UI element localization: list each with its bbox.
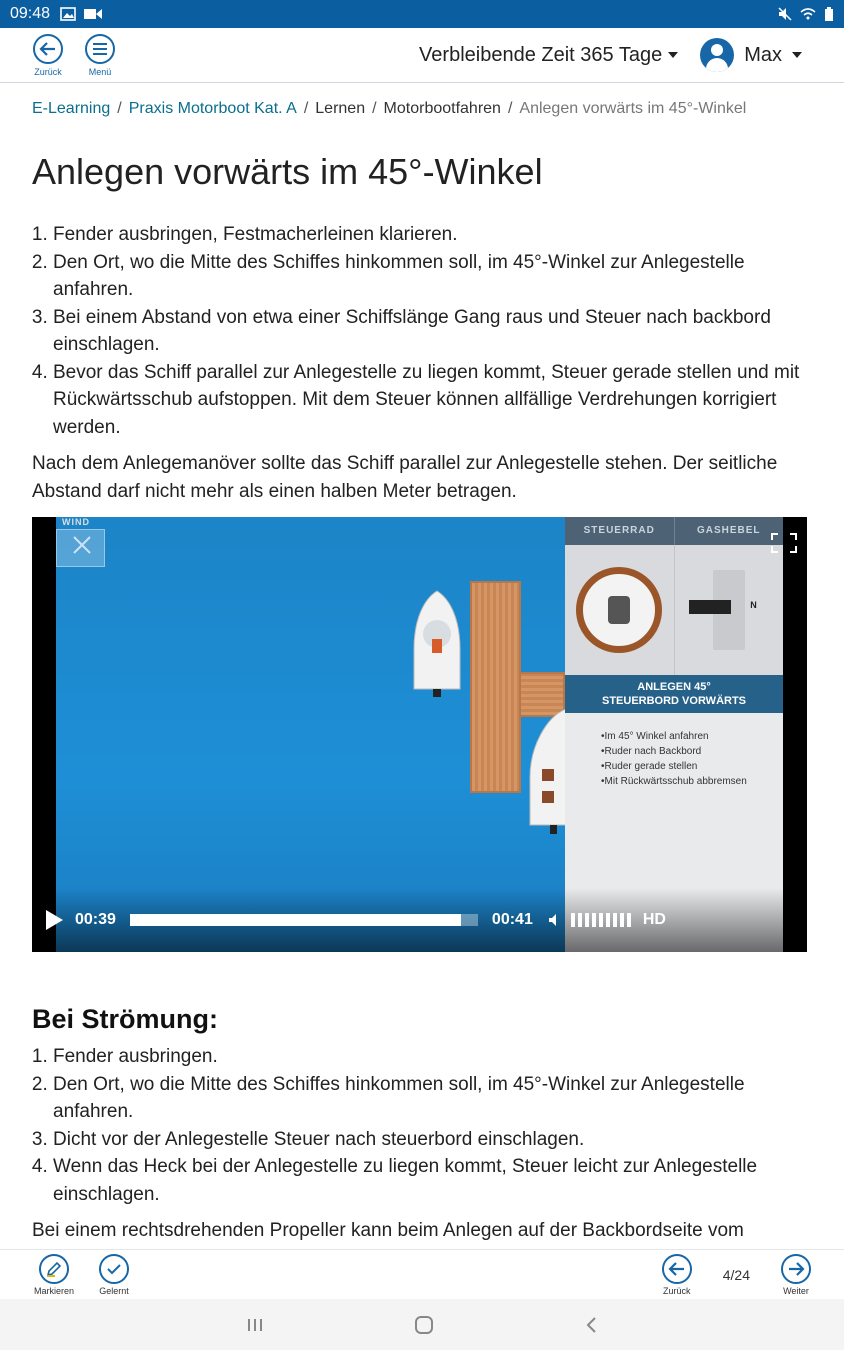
avatar — [700, 38, 734, 72]
learned-label: Gelernt — [99, 1285, 129, 1296]
list-item: 3. Bei einem Abstand von etwa einer Schiffslänge Gang raus und Steuer nach backbord einschlagen. — [53, 304, 812, 359]
system-nav-bar — [0, 1299, 844, 1350]
arrow-left-icon — [662, 1254, 692, 1284]
list-item: 4. Wenn das Heck bei der Anlegestelle zu liegen kommt, Steuer leicht zur Anlegestelle einschlagen. — [53, 1153, 812, 1208]
throttle — [674, 545, 784, 675]
throttle-lever-icon — [713, 570, 757, 650]
mute-icon — [778, 7, 792, 21]
list-item: 3. Dicht vor der Anlegestelle Steuer nach steuerbord einschlagen. — [53, 1126, 812, 1154]
list-item: 4. Bevor das Schiff parallel zur Anlegestelle zu liegen kommt, Steuer gerade stellen und mit Rückwärtsschub aufstoppen. Mit dem Steuer können allfällige Verdrehungen korrigiert werden. — [53, 359, 812, 442]
bottom-toolbar — [0, 1249, 844, 1299]
maneuver-title: ANLEGEN 45° STEUERBORD VORWÄRTS — [565, 675, 783, 713]
boat-icon — [410, 589, 464, 699]
steering-wheel — [565, 545, 674, 675]
video-player[interactable] — [32, 517, 807, 952]
list-item: 2. Den Ort, wo die Mitte des Schiffes hinkommen soll, im 45°-Winkel zur Anlegestelle anfahren. — [53, 249, 812, 304]
list-item: • Im 45° Winkel anfahren — [601, 729, 783, 744]
paragraph: Bei einem rechtsdrehenden Propeller kann beim Anlegen auf der Backbordseite vom — [32, 1220, 744, 1241]
learned-button[interactable] — [84, 1254, 144, 1296]
section-title: Bei Strömung: — [32, 1004, 218, 1034]
video-icon — [84, 8, 102, 20]
list-item: 1. Fender ausbringen, Festmacherleinen klarieren. — [53, 221, 812, 249]
progress-fill — [130, 914, 461, 926]
throttle-neutral-mark: N — [750, 600, 757, 610]
main-content — [0, 83, 844, 1249]
progress-bar[interactable] — [130, 914, 478, 926]
back-button[interactable] — [22, 34, 74, 77]
page-title: Anlegen vorwärts im 45°-Winkel — [32, 151, 543, 192]
fullscreen-icon[interactable] — [771, 533, 797, 553]
paragraph: Nach dem Anlegemanöver sollte das Schiff parallel zur Anlegestelle stehen. Der seitliche Abstand darf nicht mehr als einen halben Meter betragen. — [32, 453, 778, 502]
breadcrumb-current: Anlegen vorwärts im 45°-Winkel — [519, 100, 747, 117]
boat-icon — [526, 707, 566, 837]
next-page-button[interactable] — [766, 1254, 826, 1296]
remaining-time-dropdown[interactable] — [419, 44, 678, 67]
list-item: • Mit Rückwärtsschub abbremsen — [601, 774, 783, 789]
previous-label: Zurück — [662, 1285, 691, 1296]
volume-slider[interactable] — [571, 913, 631, 927]
app-header — [0, 28, 844, 83]
current-steps-list — [32, 1043, 812, 1208]
recent-apps-icon[interactable] — [246, 1317, 264, 1333]
next-label: Weiter — [783, 1285, 809, 1296]
breadcrumb-elearning[interactable]: E-Learning — [32, 100, 111, 117]
menu-button[interactable] — [74, 34, 126, 77]
pencil-icon — [39, 1254, 69, 1284]
arrow-right-icon — [781, 1254, 811, 1284]
wind-label: WIND — [62, 517, 90, 527]
check-icon — [99, 1254, 129, 1284]
arrow-left-icon — [33, 34, 63, 64]
user-menu[interactable] — [700, 38, 802, 72]
list-item: 1. Fender ausbringen. — [53, 1043, 812, 1071]
menu-icon — [85, 34, 115, 64]
mark-label: Markieren — [33, 1285, 74, 1296]
page-counter: 4/24 — [722, 1266, 750, 1283]
battery-icon — [824, 7, 834, 21]
nav-back-icon[interactable] — [584, 1316, 598, 1334]
mark-button[interactable] — [24, 1254, 84, 1296]
menu-label: Menü — [88, 66, 112, 77]
steering-wheel-icon — [576, 567, 662, 653]
list-item: • Ruder gerade stellen — [601, 759, 783, 774]
home-icon[interactable] — [414, 1315, 434, 1335]
current-time: 00:39 — [75, 911, 116, 928]
user-name: Max — [744, 43, 782, 66]
instruction-panel — [565, 517, 783, 952]
back-label: Zurück — [34, 66, 62, 77]
chevron-down-icon — [668, 52, 678, 58]
volume-icon[interactable] — [547, 912, 563, 928]
previous-page-button[interactable] — [647, 1254, 707, 1296]
chevron-down-icon — [792, 52, 802, 58]
play-icon[interactable] — [46, 910, 63, 930]
throttle-label: GASHEBEL — [674, 517, 784, 545]
status-bar — [0, 0, 844, 28]
wind-icon — [72, 535, 92, 555]
breadcrumb: E-Learning / Praxis Motorboot Kat. A / Lernen / Motorbootfahren / Anlegen vorwärts im 45°-Winkel — [32, 100, 747, 117]
quality-button[interactable]: HD — [642, 911, 666, 928]
breadcrumb-course[interactable]: Praxis Motorboot Kat. A — [128, 100, 297, 117]
pier-vertical — [470, 581, 521, 793]
steering-label: STEUERRAD — [583, 525, 655, 536]
list-item: 2. Den Ort, wo die Mitte des Schiffes hinkommen soll, im 45°-Winkel zur Anlegestelle anfahren. — [53, 1071, 812, 1126]
breadcrumb-chapter[interactable]: Motorbootfahren — [383, 100, 501, 117]
breadcrumb-learn[interactable]: Lernen — [315, 100, 366, 117]
gallery-icon — [60, 7, 76, 21]
maneuver-steps — [565, 713, 783, 789]
steps-list — [32, 221, 812, 441]
duration: 00:41 — [491, 911, 533, 928]
wifi-icon — [800, 8, 816, 20]
list-item: • Ruder nach Backbord — [601, 744, 783, 759]
video-controls — [32, 888, 807, 952]
status-time: 09:48 — [10, 5, 51, 22]
remaining-time-text: Verbleibende Zeit 365 Tage — [419, 43, 663, 66]
